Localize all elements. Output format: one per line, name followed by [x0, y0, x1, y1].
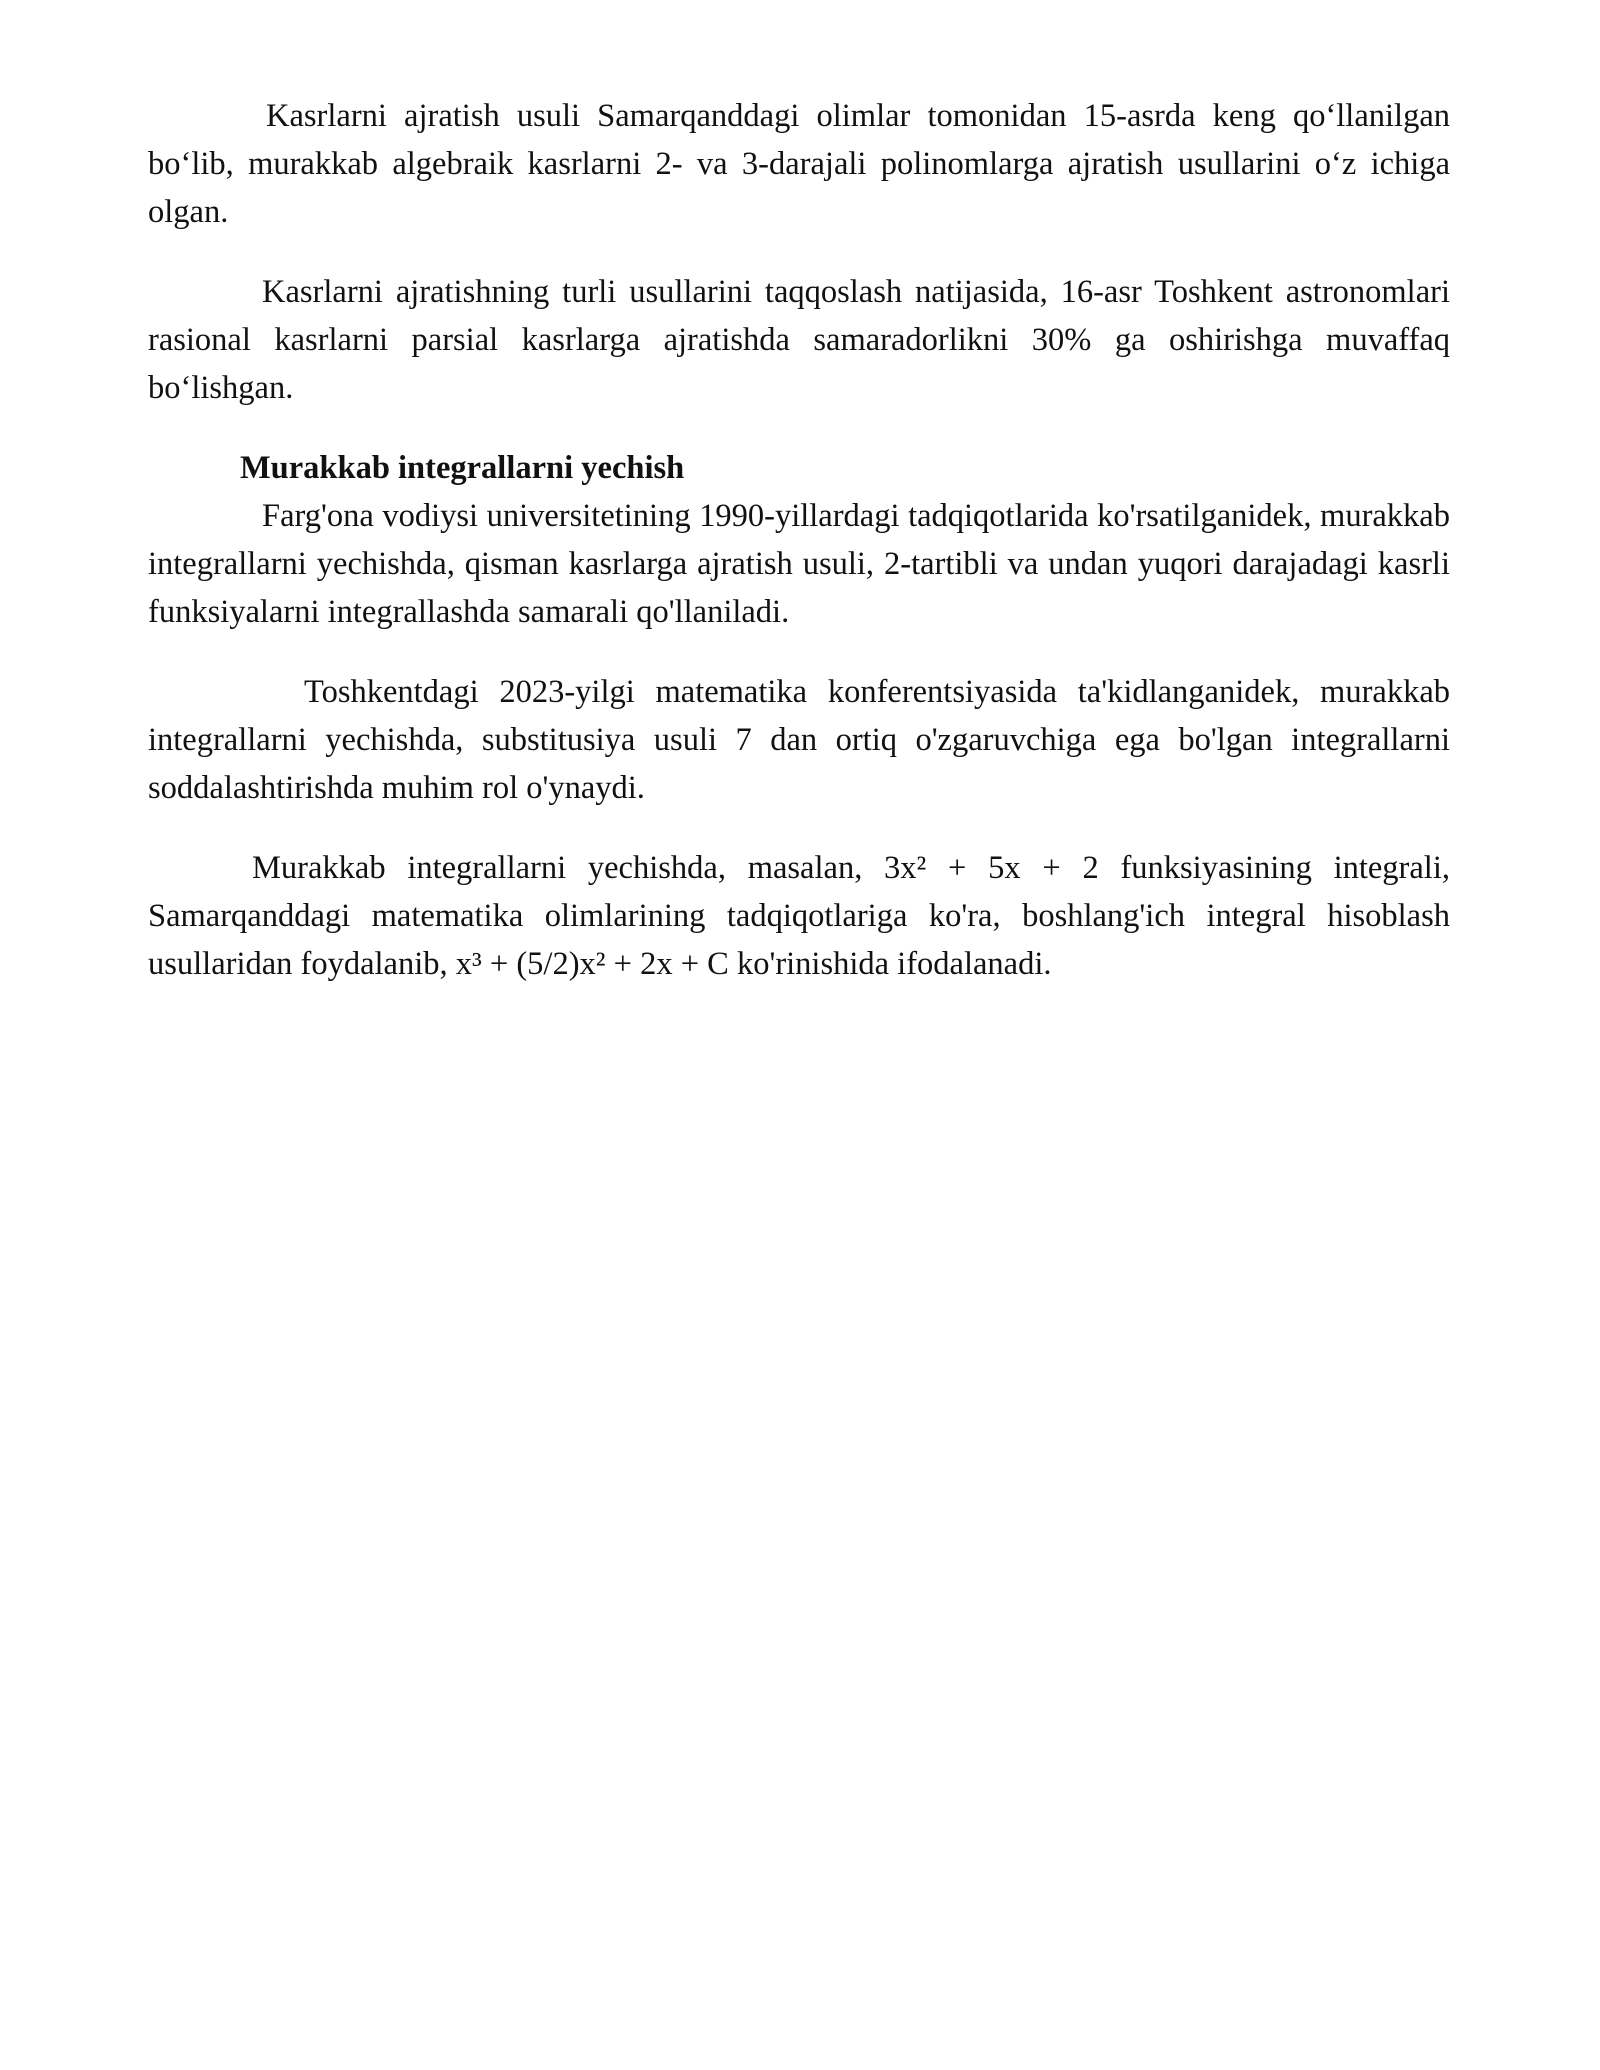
- paragraph-kasrlarni-taqqoslash: Kasrlarni ajratishning turli usullarini taqqoslash natijasida, 16-asr Toshkent astronomlari rasional kasrlarni parsial kasrlarga ajratishda samaradorlikni 30% ga oshirishga muvaffaq bo‘lishgan.: [148, 274, 1450, 406]
- paragraph-kasrlarni-ajratish-usuli: Kasrlarni ajratish usuli Samarqanddagi olimlar tomonidan 15-asrda keng qo‘llanilgan bo‘lib, murakkab algebraik kasrlarni 2- va 3-darajali polinomlarga ajratish usullarini o‘z ichiga olgan.: [148, 98, 1450, 230]
- document-body: [148, 92, 1450, 1020]
- paragraph-toshkent-konferentsiya: Toshkentdagi 2023-yilgi matematika konferentsiyasida ta'kidlanganidek, murakkab integrallarni yechishda, substitusiya usuli 7 dan ortiq o'zgaruvchiga ega bo'lgan integrallarni soddalashtirishda muhim rol o'ynaydi.: [148, 674, 1450, 806]
- paragraph-fargona-tadqiqotlari: Farg'ona vodiysi universitetining 1990-yillardagi tadqiqotlarida ko'rsatilganidek, murakkab integrallarni yechishda, qisman kasrlarga ajratish usuli, 2-tartibli va undan yuqori darajadagi kasrli funksiyalarni integrallashda samarali qo'llaniladi.: [148, 498, 1450, 630]
- paragraph-integral-misol: Murakkab integrallarni yechishda, masalan, 3x² + 5x + 2 funksiyasining integrali, Samarqanddagi matematika olimlarining tadqiqotlariga ko'ra, boshlang'ich integral hisoblash usullaridan foydalanib, x³ + (5/2)x² + 2x + C ko'rinishida ifodalanadi.: [148, 850, 1450, 982]
- section-heading: Murakkab integrallarni yechish: [240, 450, 685, 486]
